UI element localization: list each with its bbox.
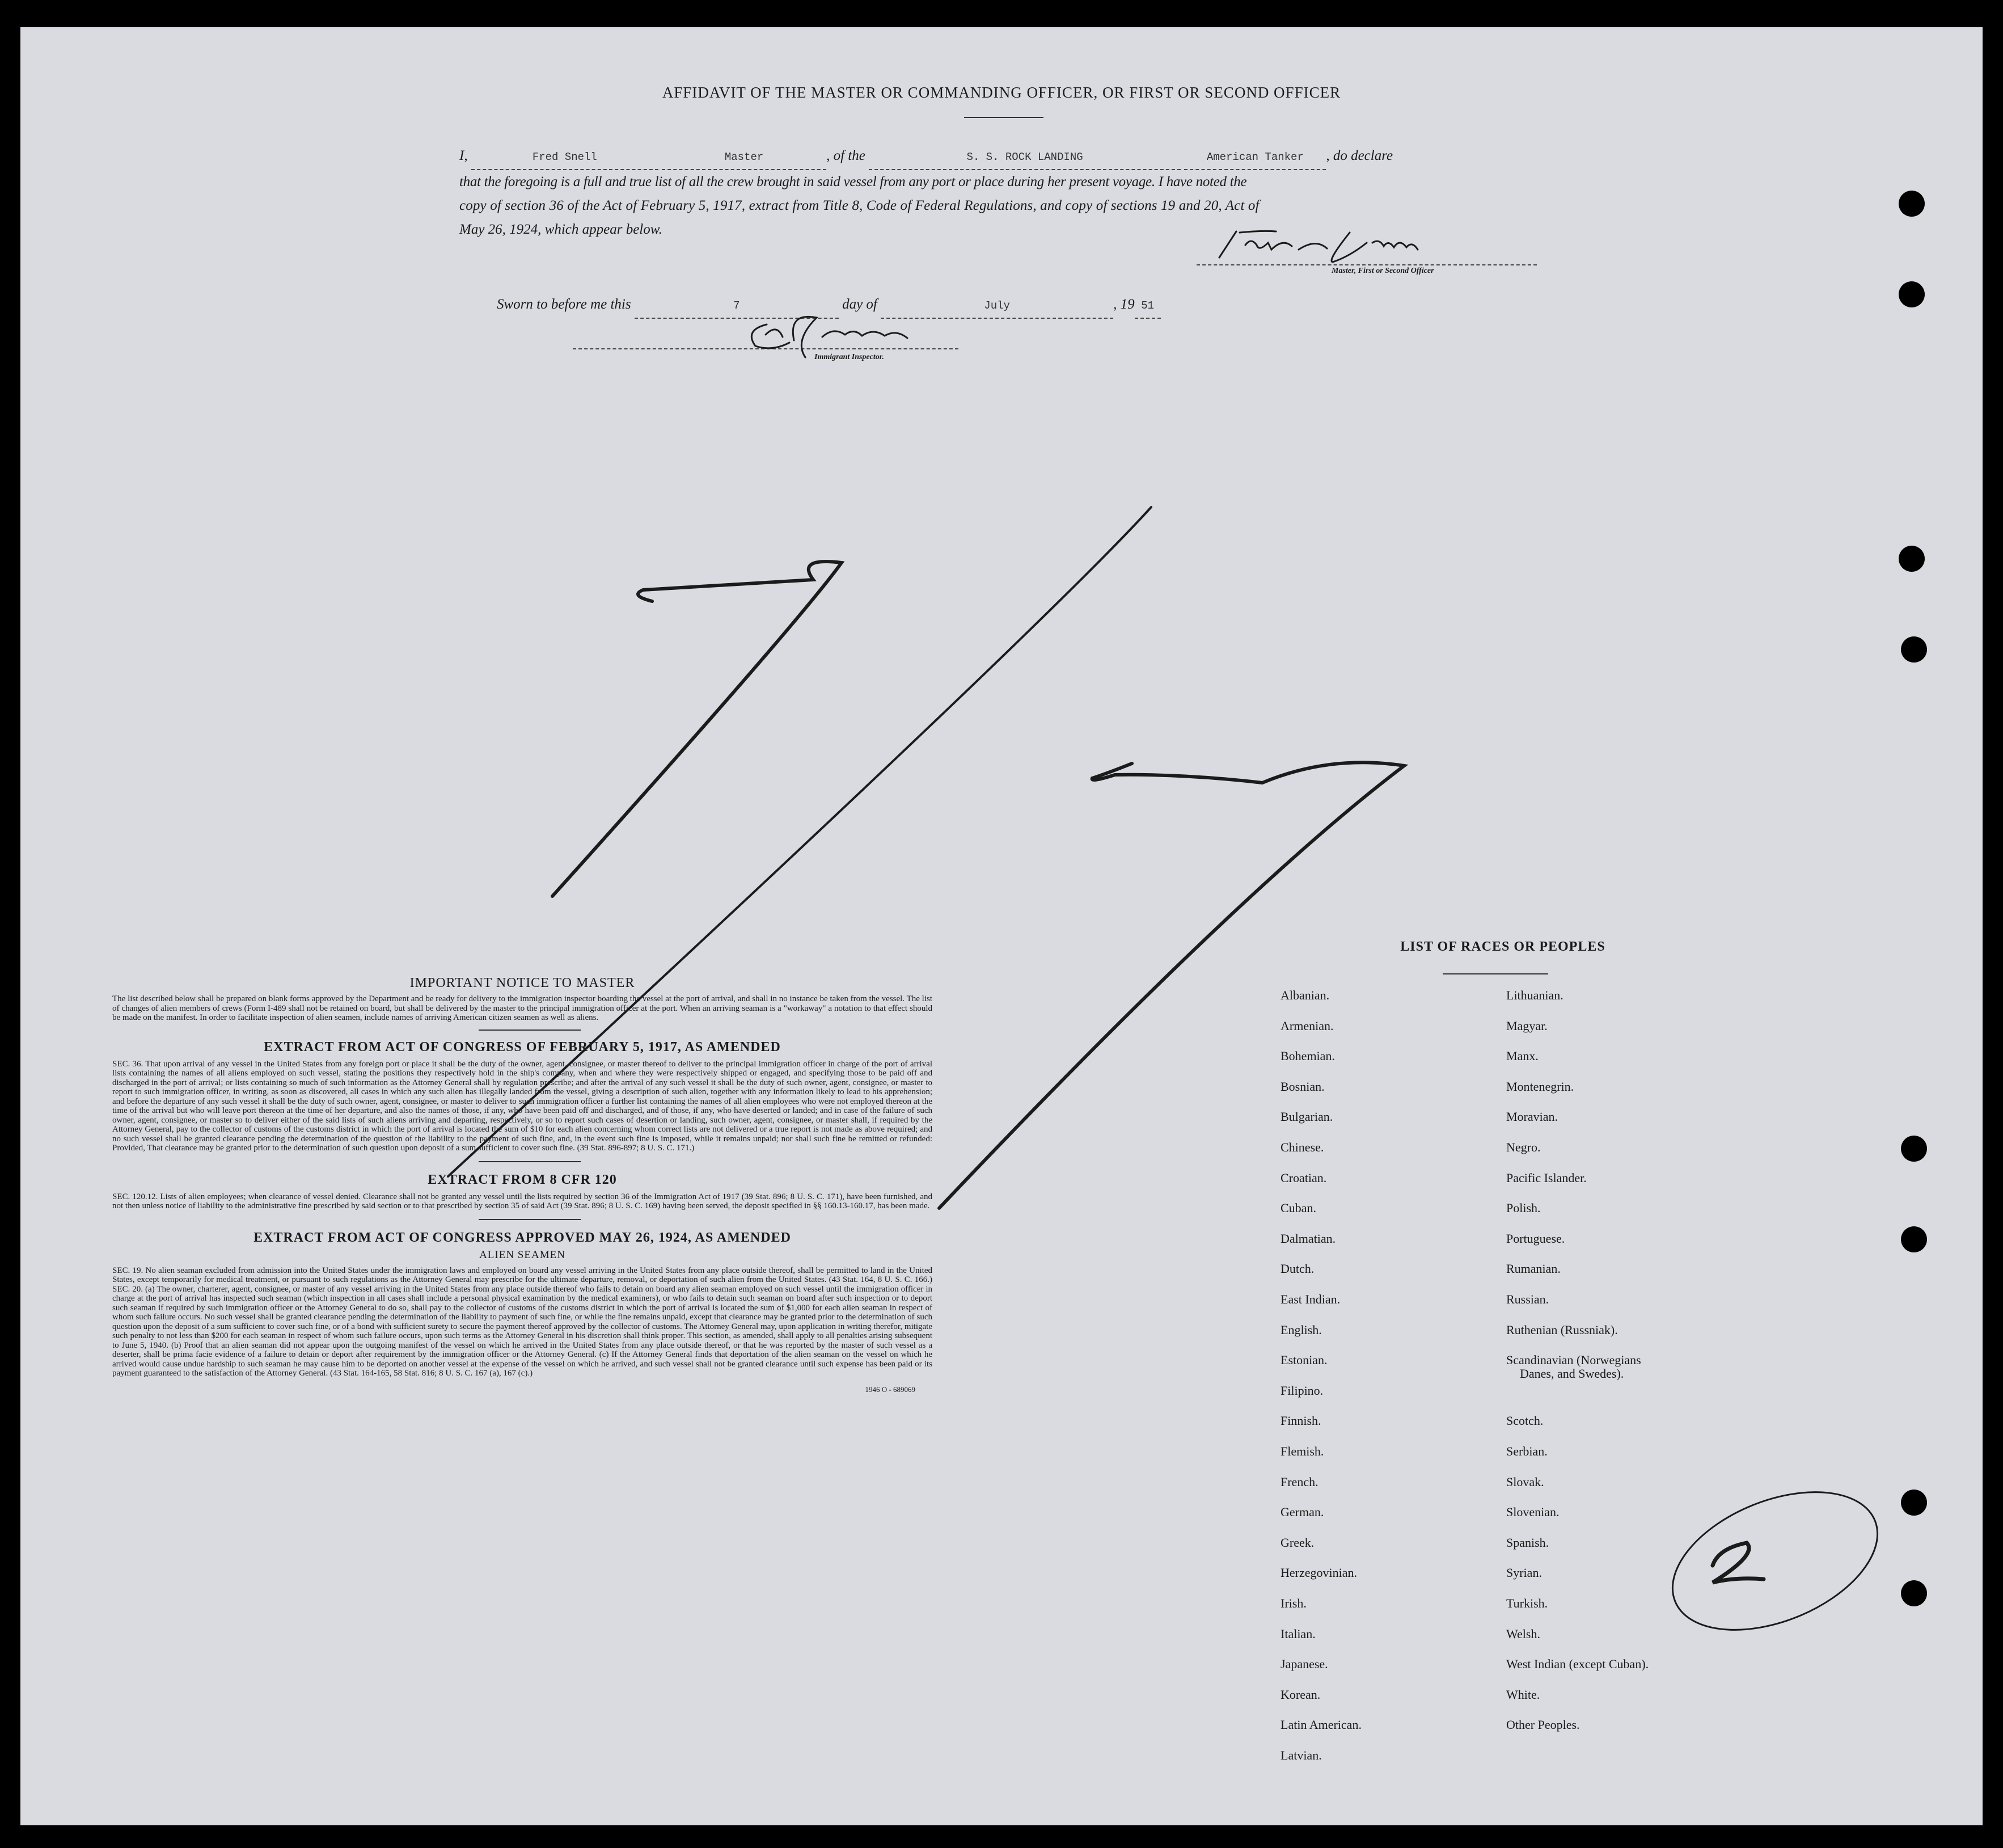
race-item: Other Peoples.: [1506, 1718, 1580, 1732]
notice-title: IMPORTANT NOTICE TO MASTER: [409, 976, 635, 990]
extract-1917-title: EXTRACT FROM ACT OF CONGRESS OF FEBRUARY 5, 1917, AS AMENDED: [264, 1039, 781, 1054]
race-item: Flemish.: [1281, 1444, 1324, 1458]
race-item: West Indian (except Cuban).: [1506, 1657, 1649, 1672]
notice-section: [112, 976, 932, 1394]
page-number-2: [1713, 1543, 1764, 1583]
race-item: Bosnian.: [1281, 1079, 1325, 1094]
race-item: Ruthenian (Russniak).: [1506, 1322, 1618, 1337]
race-item: Turkish.: [1506, 1596, 1548, 1610]
race-item: Greek.: [1281, 1535, 1315, 1550]
race-item: Welsh.: [1506, 1626, 1540, 1641]
print-code: 1946 O - 689069: [865, 1385, 915, 1394]
notice-text: The list described below shall be prepared on blank forms approved by the Department and be ready for delivery to the immigration inspector boarding the vessel at the port of arrival, and shall in no instance be taken from the vessel. The list of changes of alien members of crews (Form I-489 shall not be retained on board, but shall be delivered by the master to the principal immigration officer at the port. When an arriving seaman is a "workaway" a notation to that effect should be made on the manifest. In order to facilitate inspection of alien seamen, include names of arriving American citizen seamen as well as aliens.: [112, 994, 932, 1022]
race-item: Moravian.: [1506, 1109, 1558, 1124]
extract-1917-text: SEC. 36. That upon arrival of any vessel in the United States from any foreign port or place it shall be the duty of the owner, agent, consignee, or master thereof to deliver to the principal immigration officer in charge of the port of arrival lists containing the names of all aliens employed on such vessel, stating the positions they respectively hold in the ship's company, when and where they were respectively shipped or engaged, and specifying those to be paid off and discharged in the port of arrival; or lists containing so much of such information as the Attorney General shall by regulation prescribe; and after the arrival of any such vessel it shall be the duty of such owner, agent, consignee, or master to report to such immigration officer, in writing, as soon as discovered, all cases in which any such alien has illegally landed from the vessel, giving a description of such alien, together with any information likely to lead to his apprehension; and before the departure of any such vessel it shall be the duty of such owner, agent, consignee, or master to deliver to such immigration officer a further list containing the names of all alien employees who were not employed thereon at the time of the arrival but who will leave port thereon at the time of her departure, and also the names of those, if any, who have been paid off and discharged, and of those, if any, who have deserted or landed; and in case of the failure of such owner, agent, consignee, or master so to deliver either of the said lists of such aliens arriving and departing, respectively, or so to report such cases of desertion or landing, such owner, agent, consignee, or master shall, if required by the Attorney General, pay to the collector of customs of the customs district in which the port of arrival is located the sum of $10 for each alien concerning whom correct lists are not delivered or a true report is not made as above required; and no such vessel shall be granted clearance pending the determination of the question of the liability to the payment of such fine, and, in the event such fine is imposed, while it remains unpaid; nor shall such fine be remitted or refunded: Provided, That clearance may be granted prior to the determination of such question upon deposit of a sum sufficient to cover such fine. (39 Stat. 896-897; 8 U. S. C. 171.): [112, 1059, 932, 1153]
race-item: Slovak.: [1506, 1474, 1544, 1489]
race-item: Bulgarian.: [1281, 1109, 1333, 1124]
race-item: Bohemian.: [1281, 1049, 1335, 1064]
race-item: Japanese.: [1281, 1657, 1328, 1672]
master-signature-caption: Master, First or Second Officer: [1332, 267, 1434, 275]
race-item: Dutch.: [1281, 1261, 1315, 1276]
race-item: Montenegrin.: [1506, 1079, 1574, 1094]
race-item: French.: [1281, 1474, 1319, 1489]
divider: [479, 1219, 581, 1220]
race-item: Pacific Islander.: [1506, 1170, 1587, 1185]
divider: [479, 1161, 581, 1162]
race-item: Polish.: [1506, 1201, 1541, 1216]
race-item: English.: [1281, 1322, 1322, 1337]
extract-1924-text: SEC. 19. No alien seaman excluded from admission into the United States under the immigration laws and employed on board any vessel arriving in the United States from any place outside thereof, shall be permitted to land in the United States, except temporarily for medical treatment, or pursuant to such regulations as the Attorney General may prescribe for the ultimate departure, removal, or deportation of such alien from the United States. (43 Stat. 164, 8 U. S. C. 166.) SEC. 20. (a) The owner, charterer, agent, consignee, or master of any vessel arriving in the United States from any place outside thereof who fails to detain on board any alien seaman employed on such vessel until the immigration officer in charge at the port of arrival has inspected such seaman (which inspection in all cases shall include a personal physical examination by the medical examiners), or who fails to detain such seaman on board after such inspection or to deport such seaman if required by such immigration officer or the Attorney General to do so, shall pay to the collector of customs of the customs district in which the port of arrival is located the sum of $1,000 for each alien seaman in respect of whom such failure occurs. No such vessel shall be granted clearance pending the determination of the liability to payment of such fine, or while the fine remains unpaid, except that clearance may be granted prior to the determination of such question upon the deposit of a sum sufficient to cover such fine, or of a bond with sufficient surety to secure the payment thereof approved by the collector of customs. The Attorney General may, upon application in writing therefor, mitigate such penalty to not less than $200 for each seaman in respect of whom such failure occurs, upon such terms as the Attorney General in his discretion shall think proper. This section, as amended, shall apply to all penalties arising subsequent to June 5, 1940. (b) Proof that an alien seaman did not appear upon the outgoing manifest of the vessel on which he arrived in the United States from any place outside thereof, or that he was reported by the master of such vessel as a deserter, shall be prima facie evidence of a failure to detain or deport after requirement by the immigration officer or the Attorney General. (c) If the Attorney General finds that deportation of the alien seaman on the vessel on which he arrived would cause undue hardship to such seaman he may cause him to be deported on another vessel at the expense of the vessel on which he arrived, and such vessel shall not be granted clearance until such expense has been paid or its payment guaranteed to the satisfaction of the Attorney General. (43 Stat. 164-165, 58 Stat. 816; 8 U. S. C. 167 (a), 167 (c).): [112, 1265, 932, 1378]
race-item: Spanish.: [1506, 1535, 1549, 1550]
inspector-signature: [751, 317, 907, 357]
declaration-line-2: that the foregoing is a full and true list of all the crew brought in said vessel from any port or place during her present voyage. I have noted the: [459, 174, 1247, 189]
race-item: Serbian.: [1506, 1444, 1548, 1458]
inspector-caption: Immigrant Inspector.: [814, 353, 884, 361]
pen-stroke: [939, 762, 1404, 1208]
race-item: Irish.: [1281, 1596, 1307, 1610]
master-signature: [1219, 231, 1418, 262]
affidavit-title: AFFIDAVIT OF THE MASTER OR COMMANDING OFFICER, OR FIRST OR SECOND OFFICER: [662, 84, 1341, 101]
sworn-line: Sworn to before me this 7 day of July , 19 51: [497, 293, 1580, 319]
race-item: Albanian.: [1281, 988, 1330, 1002]
race-item: Scotch.: [1506, 1414, 1544, 1428]
divider: [1443, 973, 1548, 974]
vessel-type-field: American Tanker: [1184, 145, 1326, 170]
race-item: Cuban.: [1281, 1201, 1316, 1216]
race-item: Slovenian.: [1506, 1505, 1560, 1520]
race-item: Estonian.: [1281, 1353, 1328, 1368]
race-item: Croatian.: [1281, 1170, 1327, 1185]
sworn-month-field: July: [881, 294, 1113, 319]
race-item: Portuguese.: [1506, 1231, 1565, 1246]
race-item: White.: [1506, 1687, 1540, 1702]
race-item: Danes, and Swedes).: [1520, 1366, 1624, 1381]
race-item: Scandinavian (Norwegians: [1506, 1353, 1641, 1368]
rank-field: Master: [662, 145, 826, 170]
race-item: Latvian.: [1281, 1748, 1322, 1762]
race-item: Negro.: [1506, 1140, 1541, 1154]
pen-stroke: [552, 562, 842, 896]
race-item: German.: [1281, 1505, 1324, 1520]
race-item: Dalmatian.: [1281, 1231, 1336, 1246]
sworn-day-field: 7: [635, 294, 839, 319]
race-item: East Indian.: [1281, 1292, 1341, 1306]
race-item: Italian.: [1281, 1626, 1316, 1641]
extract-1924-subtitle: ALIEN SEAMEN: [479, 1248, 565, 1261]
race-item: Magyar.: [1506, 1018, 1548, 1033]
race-item: Chinese.: [1281, 1140, 1324, 1154]
race-item: Manx.: [1506, 1049, 1539, 1064]
extract-cfr-title: EXTRACT FROM 8 CFR 120: [428, 1172, 617, 1187]
race-item: Latin American.: [1281, 1718, 1362, 1732]
race-item: Rumanian.: [1506, 1261, 1561, 1276]
declaration-line-1: I, Fred Snell Master , of the S. S. ROCK LANDING American Tanker , do declare: [459, 144, 1543, 170]
races-title: LIST OF RACES OR PEOPLES: [1400, 939, 1605, 954]
sworn-year-field: 51: [1135, 294, 1161, 319]
declaration-line-3: copy of section 36 of the Act of February 5, 1917, extract from Title 8, Code of Federal Regulations, and copy of sections 19 and 20, Act of: [459, 198, 1260, 213]
extract-cfr-text: SEC. 120.12. Lists of alien employees; when clearance of vessel denied. Clearance shall not be granted any vessel until the lists required by section 36 of the Immigration Act of 1917 (39 Stat. 896; 8 U. S. C. 171), have been furnished, and not then unless notice of liability to the administrative fine prescribed by said section or to that prescribed by section 35 of said Act (39 Stat. 896; 8 U. S. C. 169) having been served, the deposit specified in §§ 160.13-160.17, has been made.: [112, 1192, 932, 1210]
race-item: Russian.: [1506, 1292, 1549, 1306]
extract-1924-title: EXTRACT FROM ACT OF CONGRESS APPROVED MAY 26, 1924, AS AMENDED: [253, 1230, 791, 1245]
circled-page-number: [1653, 1465, 1898, 1657]
race-item: Finnish.: [1281, 1414, 1321, 1428]
race-item: Herzegovinian.: [1281, 1566, 1357, 1580]
race-item: Lithuanian.: [1506, 988, 1563, 1002]
master-name-field: Fred Snell: [471, 145, 658, 170]
divider: [479, 1030, 581, 1031]
race-item: Filipino.: [1281, 1383, 1324, 1398]
race-item: Korean.: [1281, 1687, 1321, 1702]
race-item: Armenian.: [1281, 1018, 1334, 1033]
race-item: Syrian.: [1506, 1566, 1542, 1580]
declaration-line-4: May 26, 1924, which appear below.: [459, 222, 662, 237]
vessel-name-field: S. S. ROCK LANDING: [869, 145, 1181, 170]
